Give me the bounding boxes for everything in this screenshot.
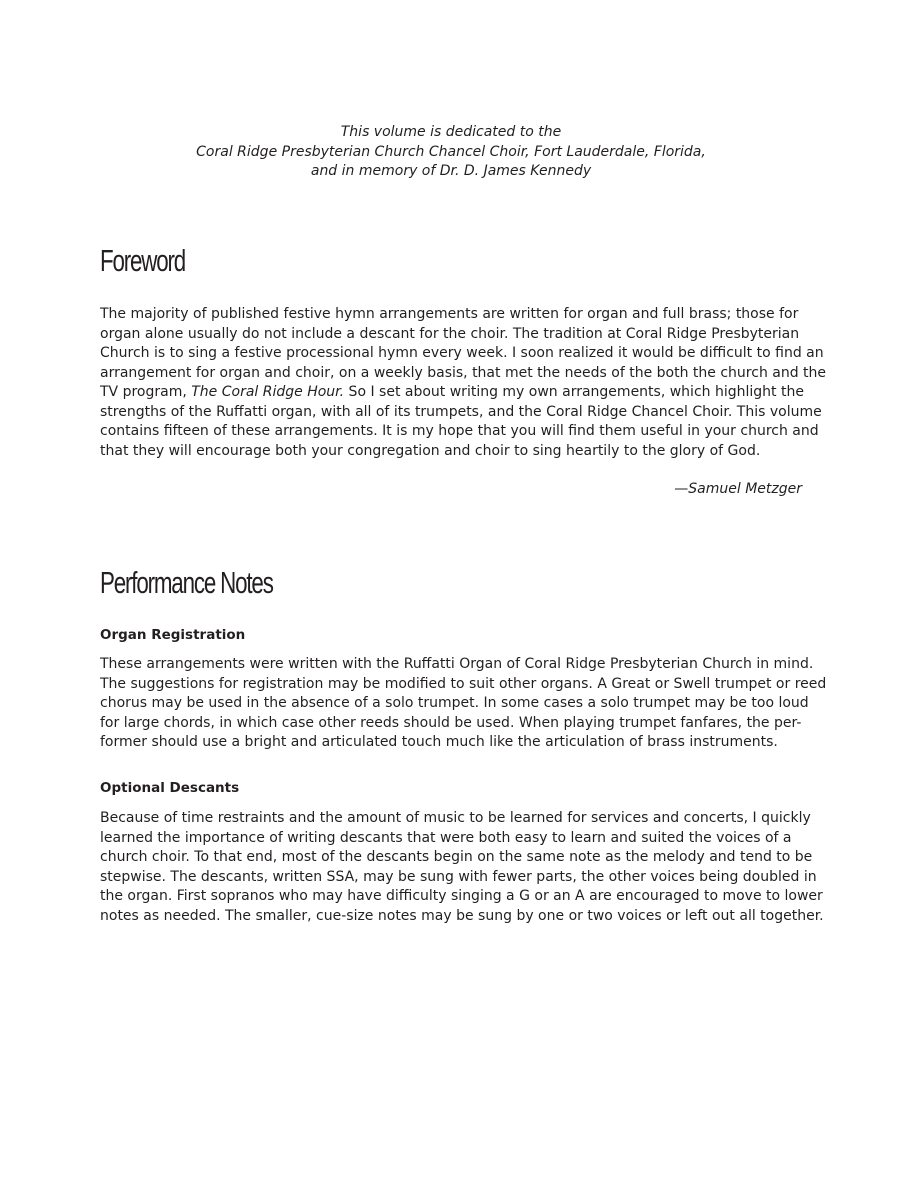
performance-notes-heading: Performance Notes [100,565,273,600]
text-line: that they will encourage both your congregation and choir to sing heartily to the glory of God. [100,442,761,459]
text-fragment: TV program, [100,384,192,400]
dedication [100,123,802,182]
text-line: The suggestions for registration may be modified to suit other organs. A Great or Swell trumpet or reed [100,675,827,692]
text-line: for large chords, in which case other reeds should be used. When playing trumpet fanfares, the per- [100,714,802,731]
text-line: Church is to sing a festive processional hymn every week. I soon realized it would be difficult to find an [100,345,824,361]
text-line: contains fifteen of these arrangements. It is my hope that you will find them useful in your church and [100,423,819,439]
text-line: stepwise. The descants, written SSA, may be sung with fewer parts, the other voices being doubled in [100,868,817,885]
foreword-paragraph [100,305,827,461]
dedication-line: This volume is dedicated to the [340,124,562,140]
dedication-line: Coral Ridge Presbyterian Church Chancel Choir, Fort Lauderdale, Florida, [196,143,706,160]
optional-descants-heading: Optional Descants [100,780,240,796]
text-line: organ alone usually do not include a descant for the choir. The tradition at Coral Ridge Presbyterian [100,325,800,342]
text-line: These arrangements were written with the Ruffatti Organ of Coral Ridge Presbyterian Church in mind. [100,656,814,672]
text-line: The majority of published festive hymn arrangements are written for organ and full brass; those for [100,306,799,322]
foreword-heading: Foreword [100,243,186,278]
program-title: The Coral Ridge Hour. [191,384,345,400]
text-line [100,383,802,403]
organ-registration-paragraph [100,655,827,753]
optional-descants-paragraph [100,809,824,926]
dedication-line: and in memory of Dr. D. James Kennedy [310,163,592,179]
text-line: strengths of the Ruffatti organ, with all of its trumpets, and the Coral Ridge Chancel Choir. This volume [100,403,822,420]
text-fragment: So I set about writing my own arrangements, which highlight the [344,384,804,400]
text-line: Because of time restraints and the amount of music to be learned for services and concerts, I quickly [100,810,811,826]
text-line: learned the importance of writing descants that were both easy to learn and suited the voices of a [100,829,792,846]
text-line: former should use a bright and articulated touch much like the articulation of brass instruments. [100,734,778,750]
text-line: notes as needed. The smaller, cue-size notes may be sung by one or two voices or left out all together. [100,907,824,924]
text-line: church choir. To that end, most of the descants begin on the same note as the melody and tend to be [100,849,813,865]
text-line: chorus may be used in the absence of a solo trumpet. In some cases a solo trumpet may be too loud [100,695,809,711]
signature: —Samuel Metzger [674,481,802,497]
text-line: arrangement for organ and choir, on a weekly basis, that met the needs of the both the church and the [100,364,827,381]
text-line: the organ. First sopranos who may have difficulty singing a G or an A are encouraged to move to lower [100,888,823,904]
organ-registration-heading: Organ Registration [100,627,246,643]
